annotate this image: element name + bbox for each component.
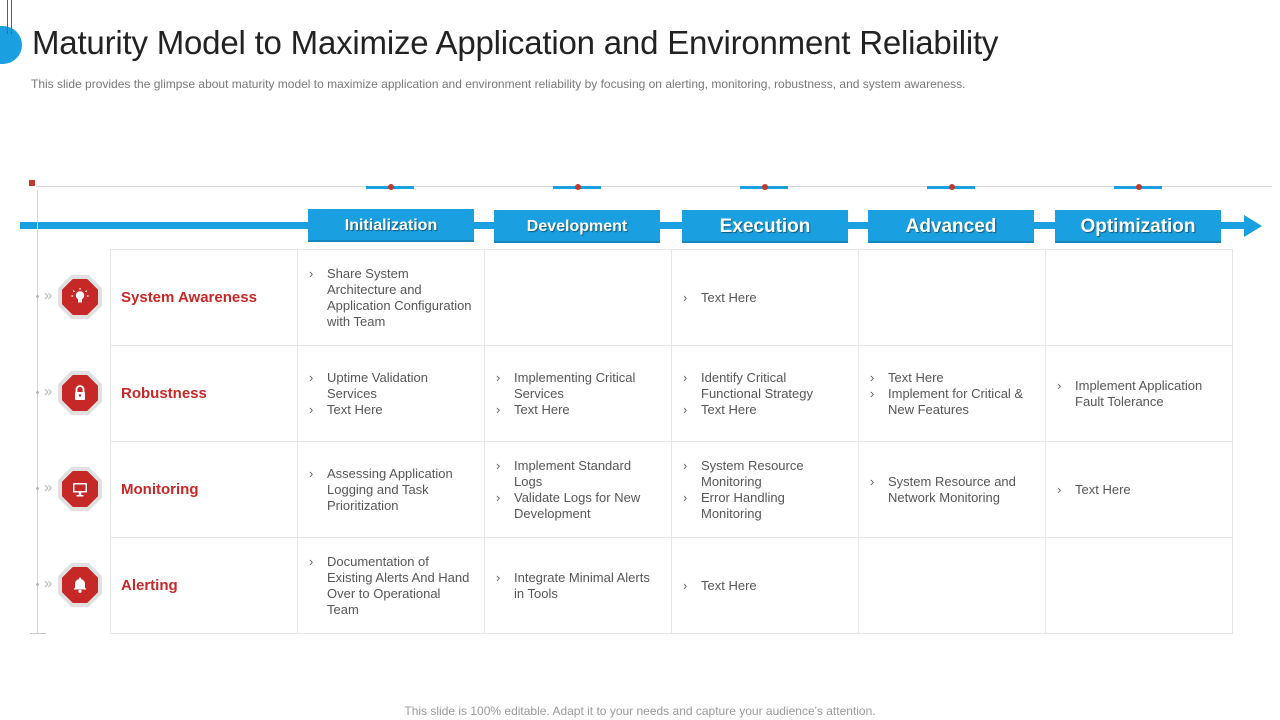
row-marker: »: [34, 578, 64, 592]
matrix-cell: [1046, 442, 1233, 538]
matrix-cell: [672, 250, 859, 346]
stage-arrow-head: [1244, 215, 1262, 237]
bullet-item: › Implement for Critical & New Features: [870, 385, 1024, 417]
bullet-item: › Integrate Minimal Alerts in Tools: [496, 569, 650, 601]
left-axis-cap: [30, 633, 46, 634]
bullet-item: › Text Here: [496, 401, 570, 417]
bullet-item: › Implement Standard Logs: [496, 457, 632, 489]
matrix-cell-empty: [859, 250, 1046, 346]
lock-icon: [58, 371, 102, 415]
bullet-item: › Text Here: [1057, 481, 1131, 497]
footer-note: This slide is 100% editable. Adapt it to your needs and capture your audience's attention.: [404, 704, 876, 718]
page-subtitle: This slide provides the glimpse about maturity model to maximize application and environment reliability by focusing on alerting, monitoring, robustness, and system awareness.: [31, 77, 966, 91]
matrix-cell: [672, 538, 859, 634]
row-marker: »: [34, 482, 64, 496]
bullet-item: › Text Here: [683, 577, 757, 593]
matrix-cell: [1046, 346, 1233, 442]
bell-icon: [58, 563, 102, 607]
corner-line: [11, 0, 12, 34]
left-axis-line: [37, 190, 38, 634]
stage-development: Development: [494, 210, 660, 243]
row-label-monitoring: Monitoring: [111, 442, 298, 538]
matrix-cell: [298, 250, 485, 346]
row-label-alerting: Alerting: [111, 538, 298, 634]
row-label-robustness: Robustness: [111, 346, 298, 442]
matrix-cell: [485, 346, 672, 442]
row-label-system-awareness: System Awareness: [111, 250, 298, 346]
monitor-icon: [58, 467, 102, 511]
matrix-cell-empty: [1046, 538, 1233, 634]
matrix-cell: [859, 442, 1046, 538]
bullet-item: › Documentation of Existing Alerts And Hand Over to Operational Team: [309, 553, 470, 617]
corner-line: [7, 0, 8, 34]
bullet-item: › Share System Architecture and Application Configuration with Team: [309, 265, 472, 329]
matrix-cell-empty: [859, 538, 1046, 634]
matrix-cell: [485, 538, 672, 634]
stage-execution: Execution: [682, 210, 848, 243]
timeline-start-marker: [29, 180, 35, 186]
bullet-item: › Implementing Critical Services: [496, 369, 636, 401]
matrix-cell: [298, 538, 485, 634]
matrix-cell-empty: [485, 250, 672, 346]
bullet-item: › System Resource and Network Monitoring: [870, 473, 1016, 505]
bullet-item: › Identify Critical Functional Strategy: [683, 369, 814, 401]
bullet-item: › Uptime Validation Services: [309, 369, 428, 401]
row-marker: »: [34, 386, 64, 400]
bullet-item: › Assessing Application Logging and Task Prioritization: [309, 465, 453, 513]
bullet-item: › Text Here: [309, 401, 383, 417]
stage-marker: [740, 186, 788, 189]
matrix-cell-empty: [1046, 250, 1233, 346]
stage-advanced: Advanced: [868, 210, 1034, 243]
stage-optimization: Optimization: [1055, 210, 1221, 243]
row-marker: »: [34, 290, 64, 304]
bullet-item: › Implement Application Fault Tolerance: [1057, 377, 1203, 409]
stage-initialization: Initialization: [308, 209, 474, 242]
matrix-cell: [298, 346, 485, 442]
matrix-cell: [672, 346, 859, 442]
matrix-cell: [672, 442, 859, 538]
bullet-item: › Text Here: [870, 369, 944, 385]
page-title: Maturity Model to Maximize Application and Environment Reliability: [32, 24, 999, 61]
stage-marker: [1114, 186, 1162, 189]
matrix-cell: [298, 442, 485, 538]
stage-marker: [366, 186, 414, 189]
maturity-matrix: [110, 249, 1233, 634]
bullet-item: › System Resource Monitoring: [683, 457, 804, 489]
stage-marker: [553, 186, 601, 189]
timeline-top-line: [36, 186, 1272, 187]
bullet-item: › Validate Logs for New Development: [496, 489, 641, 521]
bullet-item: › Text Here: [683, 401, 757, 417]
matrix-cell: [485, 442, 672, 538]
matrix-cell: [859, 346, 1046, 442]
lightbulb-icon: [58, 275, 102, 319]
bullet-item: › Text Here: [683, 289, 757, 305]
stage-marker: [927, 186, 975, 189]
bullet-item: › Error Handling Monitoring: [683, 489, 785, 521]
